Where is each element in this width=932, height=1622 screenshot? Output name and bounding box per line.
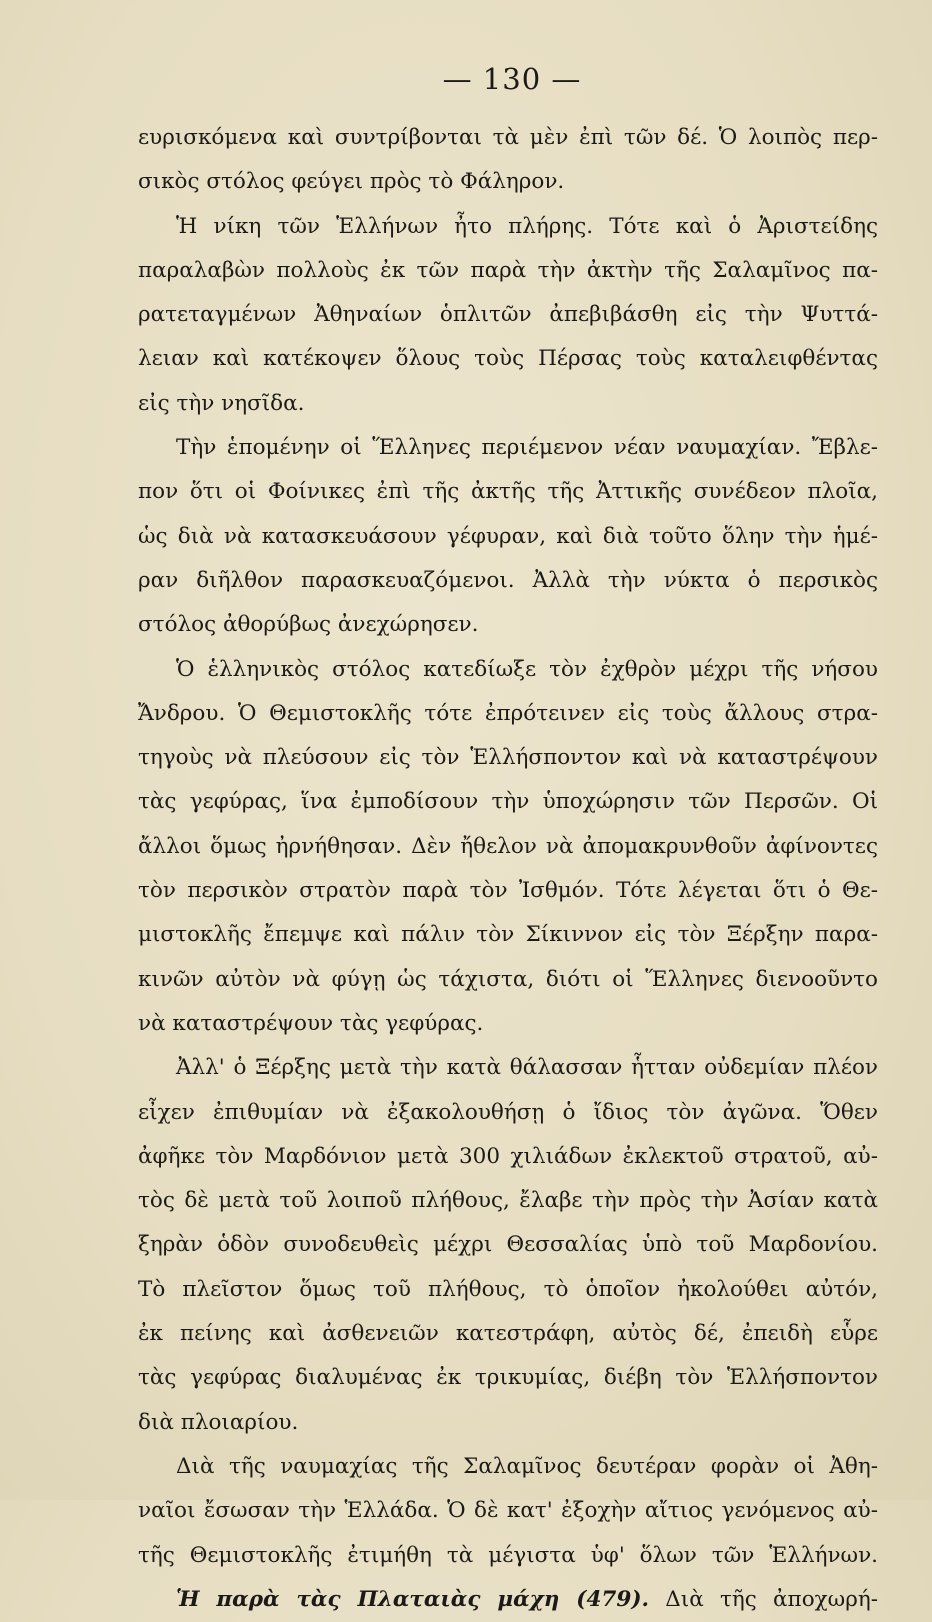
text-line: Ὁ ἑλληνικὸς στόλος κατεδίωξε τὸν ἐχθρὸν μέχρι τῆς νήσου <box>176 656 878 682</box>
text-line: εἶχεν ἐπιθυμίαν νὰ ἐξακολουθήσῃ ὁ ἴδιος τὸν ἀγῶνα. Ὅθεν <box>138 1099 878 1125</box>
text-line: Διὰ τῆς ναυμαχίας τῆς Σαλαμῖνος δευτέραν φορὰν οἱ Ἀθη- <box>176 1453 878 1479</box>
text-line: Ἀλλ' ὁ Ξέρξης μετὰ τὴν κατὰ θάλασσαν ἧτταν οὐδεμίαν πλέον <box>176 1055 878 1081</box>
text-line-final <box>138 1578 878 1622</box>
text-line: τῆς Θεμιστοκλῆς ἐτιμήθη τὰ μέγιστα ὑφ' ὅλων τῶν Ἑλλήνων. <box>138 1542 878 1568</box>
text-line: Τὴν ἑπομένην οἱ Ἕλληνες περιέμενον νέαν ναυμαχίαν. Ἔβλε- <box>176 435 878 461</box>
text-line: τὰς γεφύρας, ἵνα ἐμποδίσουν τὴν ὑποχώρησιν τῶν Περσῶν. Οἱ <box>138 789 878 815</box>
text-line: τὰς γεφύρας διαλυμένας ἐκ τρικυμίας, διέβη τὸν Ἑλλήσποντον <box>138 1365 878 1391</box>
text-line: ἀφῆκε τὸν Μαρδόνιον μετὰ 300 χιλιάδων ἐκλεκτοῦ στρατοῦ, αὐ- <box>138 1143 878 1169</box>
text-line: ἐκ πείνης καὶ ἀσθενειῶν κατεστράφη, αὐτὸς δέ, ἐπειδὴ εὗρε <box>138 1321 878 1347</box>
text-line: τηγοὺς νὰ πλεύσουν εἰς τὸν Ἑλλήσποντον καὶ νὰ καταστρέψουν <box>138 745 878 771</box>
text-line: Ἡ νίκη τῶν Ἑλλήνων ἦτο πλήρης. Τότε καὶ ὁ Ἀριστείδης <box>176 213 878 239</box>
text-line: ἄλλοι ὅμως ἠρνήθησαν. Δὲν ἤθελον νὰ ἀπομακρυνθοῦν ἀφίνοντες <box>138 833 878 859</box>
text-line: κινῶν αὐτὸν νὰ φύγῃ ὡς τάχιστα, διότι οἱ Ἕλληνες διενοοῦντο <box>138 966 878 992</box>
text-line: λειαν καὶ κατέκοψεν ὅλους τοὺς Πέρσας τοὺς καταλειφθέντας <box>138 346 878 372</box>
text-line: στόλος ἀθορύβως ἀνεχώρησεν. <box>138 612 479 638</box>
section-text: Διὰ τῆς ἀποχωρή- <box>665 1586 878 1612</box>
section-heading: Ἡ παρὰ τὰς Πλαταιὰς μάχη (479). <box>176 1586 649 1612</box>
text-line: τὸν περσικὸν στρατὸν παρὰ τὸν Ἰσθμόν. Τότε λέγεται ὅτι ὁ Θε- <box>138 878 878 904</box>
text-line: διὰ πλοιαρίου. <box>138 1409 299 1435</box>
text-line: ραν διῆλθον παρασκευαζόμενοι. Ἀλλὰ τὴν νύκτα ὁ περσικὸς <box>138 567 878 593</box>
text-line: πον ὅτι οἱ Φοίνικες ἐπὶ τῆς ἀκτῆς τῆς Ἀττικῆς συνέδεον πλοῖα, <box>138 479 878 505</box>
text-line: Ἄνδρου. Ὁ Θεμιστοκλῆς τότε ἐπρότεινεν εἰς τοὺς ἄλλους στρα- <box>138 700 878 726</box>
text-line: σικὸς στόλος φεύγει πρὸς τὸ Φάληρον. <box>138 169 565 195</box>
text-line: ναῖοι ἔσωσαν τὴν Ἑλλάδα. Ὁ δὲ κατ' ἐξοχὴν αἴτιος γενόμενος αὐ- <box>138 1498 878 1524</box>
text-line: παραλαβὼν πολλοὺς ἐκ τῶν παρὰ τὴν ἀκτὴν τῆς Σαλαμῖνος πα- <box>138 257 878 283</box>
text-line: εἰς τὴν νησῖδα. <box>138 390 305 416</box>
text-body <box>138 116 878 1578</box>
book-page <box>138 62 878 1622</box>
text-line: ευρισκόμενα καὶ συντρίβονται τὰ μὲν ἐπὶ τῶν δέ. Ὁ λοιπὸς περ- <box>138 125 878 150</box>
text-line: μιστοκλῆς ἔπεμψε καὶ πάλιν τὸν Σίκιννον εἰς τὸν Ξέρξην παρα- <box>138 922 878 948</box>
text-line: ὡς διὰ νὰ κατασκευάσουν γέφυραν, καὶ διὰ τοῦτο ὅλην τὴν ἡμέ- <box>138 523 878 549</box>
page-number: — 130 — <box>442 62 582 96</box>
text-line: ρατεταγμένων Ἀθηναίων ὁπλιτῶν ἀπεβιβάσθη εἰς τὴν Ψυττά- <box>138 302 878 328</box>
text-line: τὸς δὲ μετὰ τοῦ λοιποῦ πλήθους, ἔλαβε τὴν πρὸς τὴν Ἀσίαν κατὰ <box>138 1188 878 1214</box>
text-line: ξηρὰν ὁδὸν συνοδευθεὶς μέχρι Θεσσαλίας ὑπὸ τοῦ Μαρδονίου. <box>138 1232 878 1258</box>
text-line: Τὸ πλεῖστον ὅμως τοῦ πλήθους, τὸ ὁποῖον ἠκολούθει αὐτόν, <box>138 1276 878 1302</box>
text-line: νὰ καταστρέψουν τὰς γεφύρας. <box>138 1010 484 1036</box>
